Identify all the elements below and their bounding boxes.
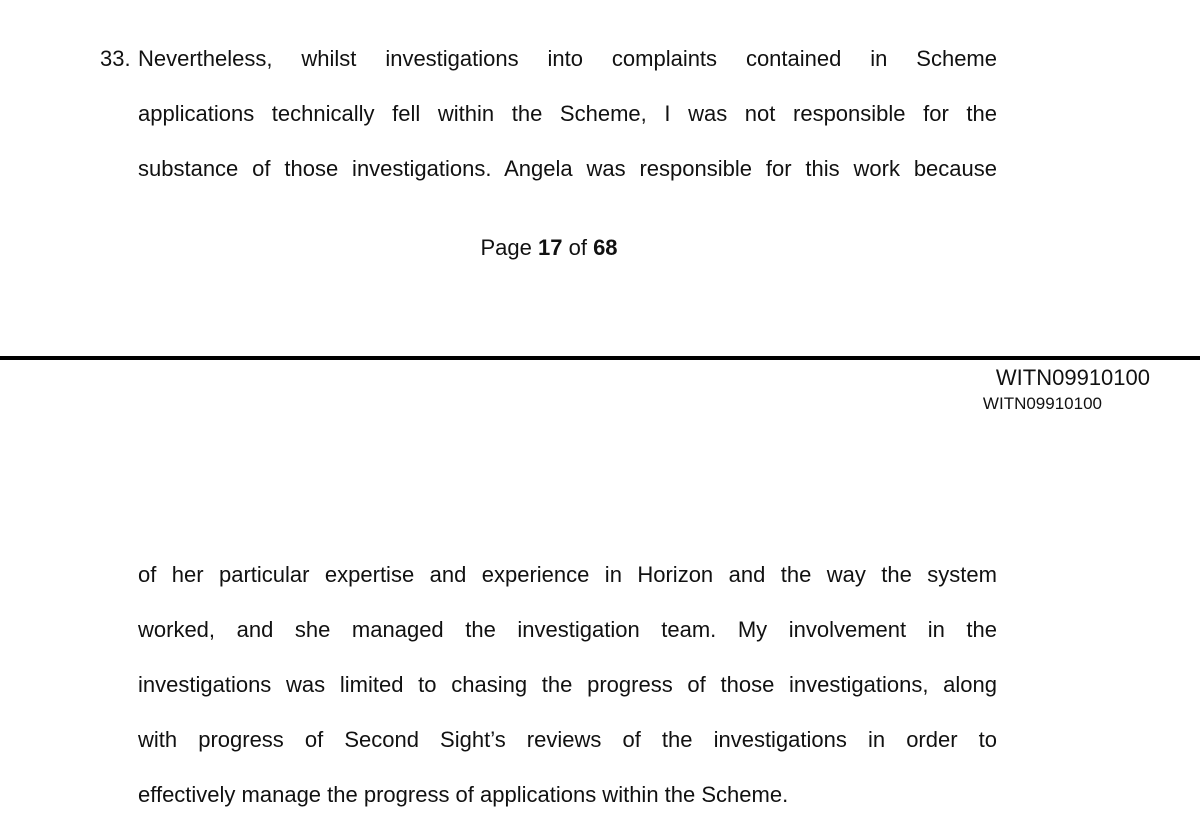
- paragraph-line: of her particular expertise and experience in Horizon and the way the system: [138, 562, 997, 587]
- document-reference: WITN09910100: [995, 365, 1150, 390]
- paragraph-line: effectively manage the progress of applications within the Scheme.: [138, 782, 789, 807]
- page-number-footer: [0, 235, 1098, 261]
- paragraph-line: investigations was limited to chasing the progress of those investigations, along: [138, 672, 997, 697]
- paragraph-line: worked, and she managed the investigation team. My involvement in the: [138, 617, 997, 642]
- paragraph-line: with progress of Second Sight’s reviews of the investigations in order to: [138, 727, 997, 752]
- page-break-divider: [0, 356, 1200, 360]
- page-word: Page: [480, 235, 532, 260]
- current-page-number: 17: [537, 235, 563, 260]
- total-pages-number: 68: [593, 235, 618, 260]
- paragraph-line: applications technically fell within the Scheme, I was not responsible for the: [138, 101, 997, 126]
- paragraph-number: 33.: [100, 46, 131, 71]
- paragraph-line: substance of those investigations. Angela was responsible for this work because: [138, 156, 997, 181]
- document-reference-secondary: WITN09910100: [982, 394, 1102, 413]
- of-word: of: [568, 235, 587, 260]
- paragraph-line: Nevertheless, whilst investigations into complaints contained in Scheme: [138, 46, 997, 71]
